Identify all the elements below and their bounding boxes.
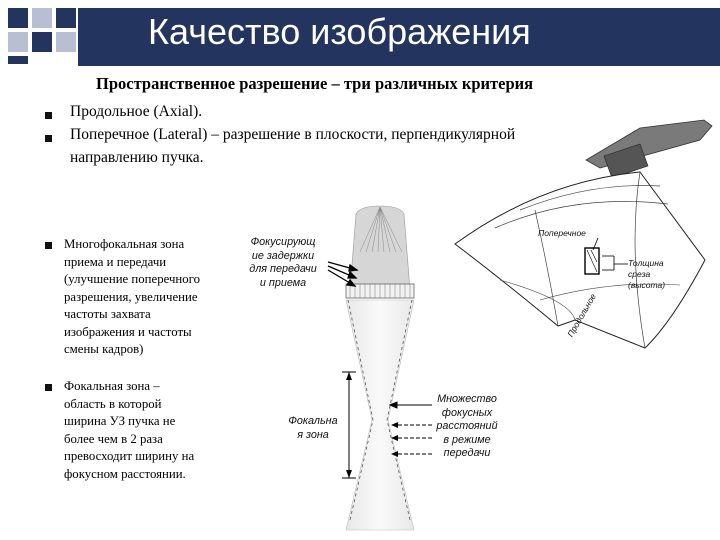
bullet-axial: Продольное (Axial). [70,103,203,120]
slide-subtitle: Пространственное разрешение – три различных критерия [96,74,534,93]
focusing-delays-label: Фокусирующ ие задержки для передачи и приема [249,236,317,289]
bullet-lateral-continued: направлению пучка. [70,149,204,166]
axial-label: Продольное [565,291,598,339]
bullet-lateral: Поперечное (Lateral) – разрешение в плоскости, перпендикулярной [70,126,516,143]
multiple-focus-label: Множество фокусных расстояний в режиме передачи [436,393,498,459]
lateral-label: Поперечное [538,228,586,238]
slide-title: Качество изображения [148,11,531,52]
focal-zone-label: Фокальна я зона [288,415,338,441]
focal-zone-text: Фокальная зона – область в которой ширина УЗ пучка не более чем в 2 раза превосходит ширину на фокусном расстоянии. [64,379,195,481]
slice-thickness-label: Толщина среза (высота) [628,258,666,290]
multifocal-zone-text: Многофокальная зона приема и передачи (улучшение поперечного разрешения, увеличение частоты захвата изображения и частоты смены кадров) [64,237,200,356]
